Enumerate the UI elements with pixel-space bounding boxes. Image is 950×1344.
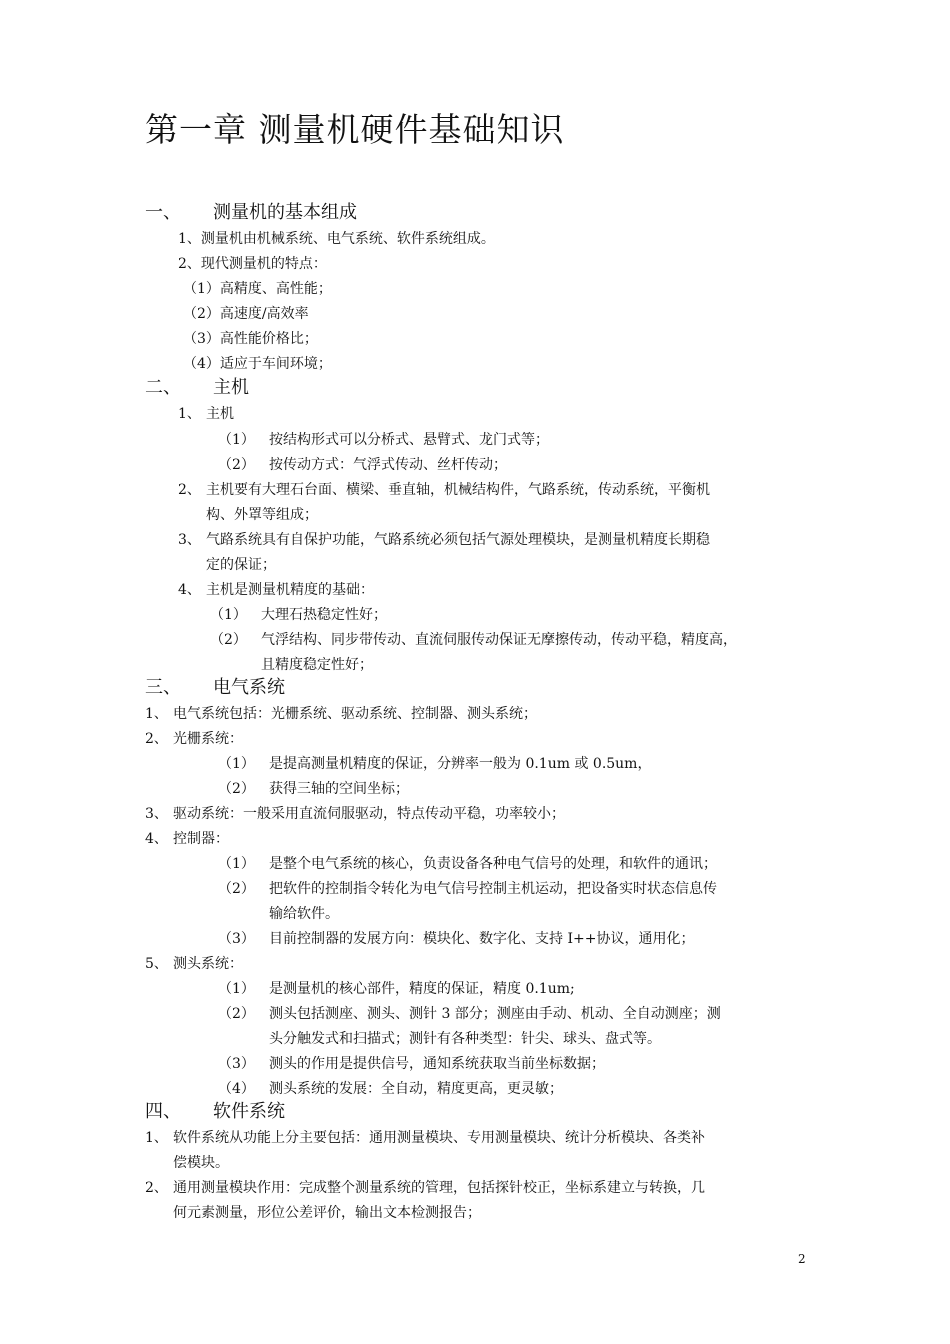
item-number: 2、 (145, 1180, 168, 1196)
item-text: 电气系统包括：光栅系统、驱动系统、控制器、测头系统； (173, 706, 537, 722)
item-number: 5、 (145, 956, 168, 972)
section-1-number: 一、 (145, 202, 181, 223)
subitem-text: 获得三轴的空间坐标； (269, 781, 409, 797)
page-number: 2 (798, 1252, 806, 1266)
item-number: 4、 (178, 582, 201, 598)
item-text-continued: 何元素测量，形位公差评价，输出文本检测报告； (173, 1205, 481, 1221)
item-text-continued: 构、外罩等组成； (206, 507, 318, 523)
subitem-number: （3） (218, 931, 255, 947)
item-text: 通用测量模块作用：完成整个测量系统的管理，包括探针校正，坐标系建立与转换，几 (173, 1180, 705, 1196)
subitem-number: （4） (218, 1081, 255, 1097)
item-text: 软件系统从功能上分主要包括：通用测量模块、专用测量模块、统计分析模块、各类补 (173, 1130, 705, 1146)
chapter-title: 第一章 测量机硬件基础知识 (145, 110, 565, 149)
subitem-number: （1） (210, 607, 247, 623)
item-number: 1、 (178, 406, 201, 422)
subitem-text: 是整个电气系统的核心，负责设备各种电气信号的处理，和软件的通讯； (269, 856, 717, 872)
section-4-title: 软件系统 (213, 1101, 285, 1122)
subitem-text-continued: 且精度稳定性好； (261, 657, 373, 673)
section-2-number: 二、 (145, 377, 181, 398)
section-1-point-2: （2）高速度/高效率 (183, 306, 309, 322)
item-number: 3、 (145, 806, 168, 822)
section-3-number: 三、 (145, 677, 181, 698)
item-text: 气路系统具有自保护功能，气路系统必须包括气源处理模块，是测量机精度长期稳 (206, 532, 710, 548)
subitem-number: （1） (218, 432, 255, 448)
item-text-continued: 偿模块。 (173, 1155, 229, 1171)
subitem-text: 测头的作用是提供信号，通知系统获取当前坐标数据； (269, 1056, 605, 1072)
item-text: 主机是测量机精度的基础： (206, 582, 374, 598)
subitem-text-continued: 输给软件。 (269, 906, 339, 922)
subitem-text: 按传动方式：气浮式传动、丝杆传动； (269, 457, 507, 473)
subitem-text: 气浮结构、同步带传动、直流伺服传动保证无摩擦传动，传动平稳，精度高， (261, 632, 737, 648)
section-1-line-2: 2、现代测量机的特点： (178, 256, 327, 272)
subitem-number: （2） (210, 632, 247, 648)
item-number: 1、 (145, 1130, 168, 1146)
subitem-number: （2） (218, 457, 255, 473)
item-number: 1、 (145, 706, 168, 722)
section-1-point-4: （4）适应于车间环境； (183, 356, 332, 372)
subitem-text: 把软件的控制指令转化为电气信号控制主机运动，把设备实时状态信息传 (269, 881, 717, 897)
item-text: 主机 (206, 406, 234, 422)
subitem-text: 大理石热稳定性好； (261, 607, 387, 623)
subitem-text: 按结构形式可以分桥式、悬臂式、龙门式等； (269, 432, 549, 448)
item-text-continued: 定的保证； (206, 557, 276, 573)
section-1-point-3: （3）高性能价格比； (183, 331, 318, 347)
item-number: 2、 (145, 731, 168, 747)
section-4-number: 四、 (145, 1101, 181, 1122)
item-text: 主机要有大理石台面、横梁、垂直轴，机械结构件，气路系统，传动系统，平衡机 (206, 482, 710, 498)
subitem-number: （2） (218, 781, 255, 797)
section-2-title: 主机 (213, 377, 249, 398)
subitem-text-continued: 头分触发式和扫描式；测针有各种类型：针尖、球头、盘式等。 (269, 1031, 661, 1047)
subitem-number: （1） (218, 981, 255, 997)
section-3-title: 电气系统 (213, 677, 285, 698)
item-number: 4、 (145, 831, 168, 847)
subitem-number: （3） (218, 1056, 255, 1072)
subitem-text: 测头包括测座、测头、测针 3 部分；测座由手动、机动、全自动测座；测 (269, 1006, 721, 1022)
subitem-number: （2） (218, 881, 255, 897)
subitem-number: （2） (218, 1006, 255, 1022)
subitem-number: （1） (218, 756, 255, 772)
item-number: 2、 (178, 482, 201, 498)
section-1-title: 测量机的基本组成 (213, 202, 357, 223)
item-text: 驱动系统：一般采用直流伺服驱动，特点传动平稳，功率较小； (173, 806, 565, 822)
item-number: 3、 (178, 532, 201, 548)
subitem-text: 目前控制器的发展方向：模块化、数字化、支持 I++协议，通用化； (269, 931, 695, 947)
subitem-text: 是提高测量机精度的保证，分辨率一般为 0.1um 或 0.5um， (269, 756, 652, 772)
section-1-point-1: （1）高精度、高性能； (183, 281, 332, 297)
item-text: 光栅系统： (173, 731, 243, 747)
subitem-text: 是测量机的核心部件，精度的保证，精度 0.1um; (269, 981, 575, 997)
item-text: 测头系统： (173, 956, 243, 972)
subitem-number: （1） (218, 856, 255, 872)
item-text: 控制器： (173, 831, 229, 847)
subitem-text: 测头系统的发展：全自动，精度更高，更灵敏； (269, 1081, 563, 1097)
section-1-line-1: 1、测量机由机械系统、电气系统、软件系统组成。 (178, 231, 495, 247)
